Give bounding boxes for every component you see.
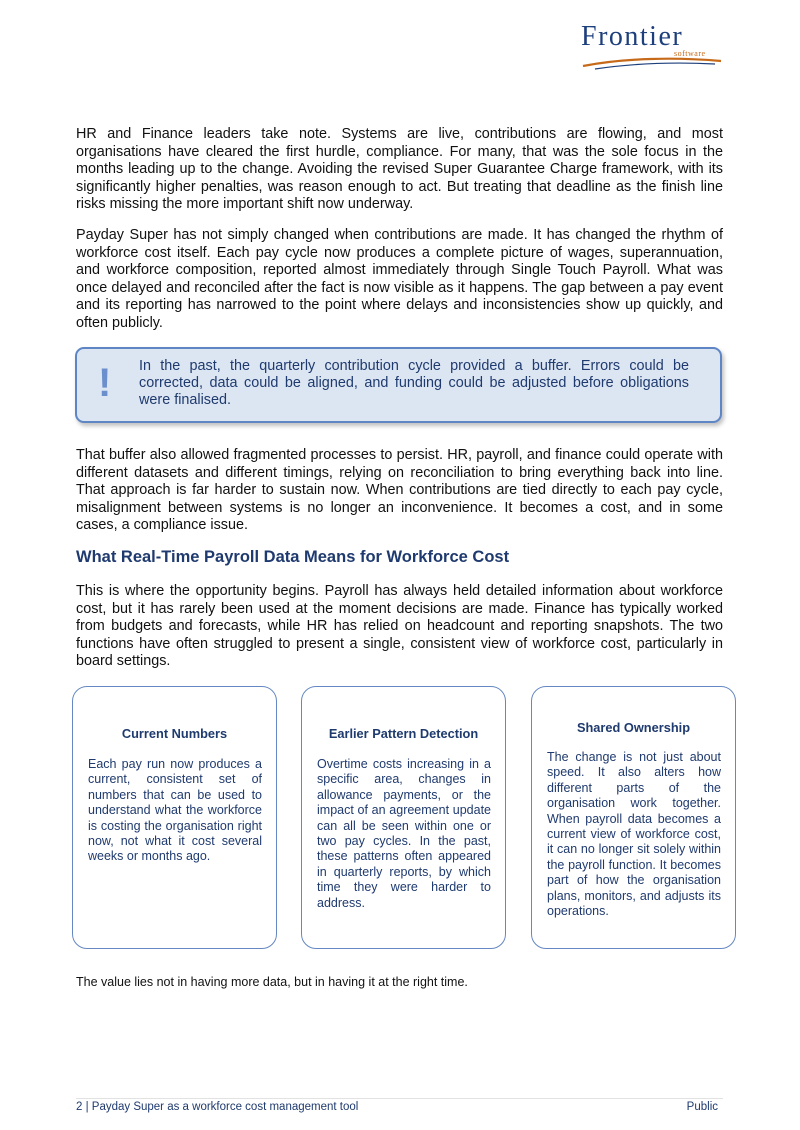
fragmentation-paragraph: That buffer also allowed fragmented processes to persist. HR, payroll, and finance could operate with different datasets and different timings, relying on reconciliation to bring everything back into line. That approach is far harder to sustain now. When contributions are tied directly to each pay cycle, misalignment between systems is no longer an inconvenience. It becomes a cost, and in some cases, a compliance issue.	[76, 447, 723, 534]
card-text: Overtime costs increasing in a specific area, changes in allowance payments, or the impact of an agreement update can all be seen within one or two pay cycles. In the past, these patterns often appeared in quarterly reports, by which time they were harder to address.	[317, 757, 491, 910]
closing-sentence: The value lies not in having more data, but in having it at the right time.	[76, 975, 468, 989]
card-earlier-pattern-detection	[301, 686, 506, 949]
logo-subtitle: software	[674, 49, 706, 58]
intro-paragraph: HR and Finance leaders take note. Systems are live, contributions are flowing, and most organisations have cleared the first hurdle, compliance. For many, that was the sole focus in the months leading up to the change. Avoiding the revised Super Guarantee Charge framework, with its significantly higher penalties, was reason enough to act. But treating that deadline as the finish line risks missing the more important shift now underway.	[76, 126, 723, 213]
card-text: The change is not just about speed. It also alters how different parts of the organisation work together. When payroll data becomes a current view of workforce cost, it can no longer sit solely within the payroll function. It becomes part of how the organisation plans, monitors, and adjusts its operations.	[547, 750, 721, 919]
card-text: Each pay run now produces a current, consistent set of numbers that can be used to understand what the workforce is costing the organisation right now, not what it cost several weeks or months ago.	[88, 757, 262, 864]
card-title: Earlier Pattern Detection	[328, 726, 479, 741]
card-title: Shared Ownership	[576, 720, 691, 735]
exclamation-icon: !	[98, 361, 112, 405]
opportunity-paragraph: This is where the opportunity begins. Payroll has always held detailed information about workforce cost, but it has rarely been used at the moment decisions are made. Finance has typically worked from budgets and forecasts, while HR has relied on headcount and reporting snapshots. The two functions have often struggled to present a single, consistent view of workforce cost, particularly in board settings.	[76, 583, 723, 670]
card-current-numbers	[72, 686, 277, 949]
logo-wordmark: Frontier	[581, 21, 684, 52]
logo-swoosh-icon	[575, 52, 725, 72]
rhythm-paragraph: Payday Super has not simply changed when contributions are made. It has changed the rhythm of workforce cost itself. Each pay cycle now produces a complete picture of wages, superannuation, and workforce composition, reported almost immediately through Single Touch Payroll. What was once delayed and reconciled after the fact is now visible as it happens. The gap between a pay event and its reporting has narrowed to the point where delays and inconsistencies show up quickly, and often publicly.	[76, 227, 723, 331]
footer-classification: Public	[686, 1101, 718, 1113]
footer-page-title: 2 | Payday Super as a workforce cost management tool	[76, 1101, 359, 1113]
card-shared-ownership	[531, 686, 736, 949]
frontier-software-logo	[575, 22, 725, 72]
section-heading: What Real-Time Payroll Data Means for Workforce Cost	[76, 548, 510, 566]
footer-divider	[76, 1098, 723, 1099]
callout-text: In the past, the quarterly contribution cycle provided a buffer. Errors could be corrected, data could be aligned, and funding could be adjusted before obligations were finalised.	[139, 358, 689, 408]
card-title: Current Numbers	[121, 726, 228, 741]
buffer-callout	[75, 347, 722, 423]
